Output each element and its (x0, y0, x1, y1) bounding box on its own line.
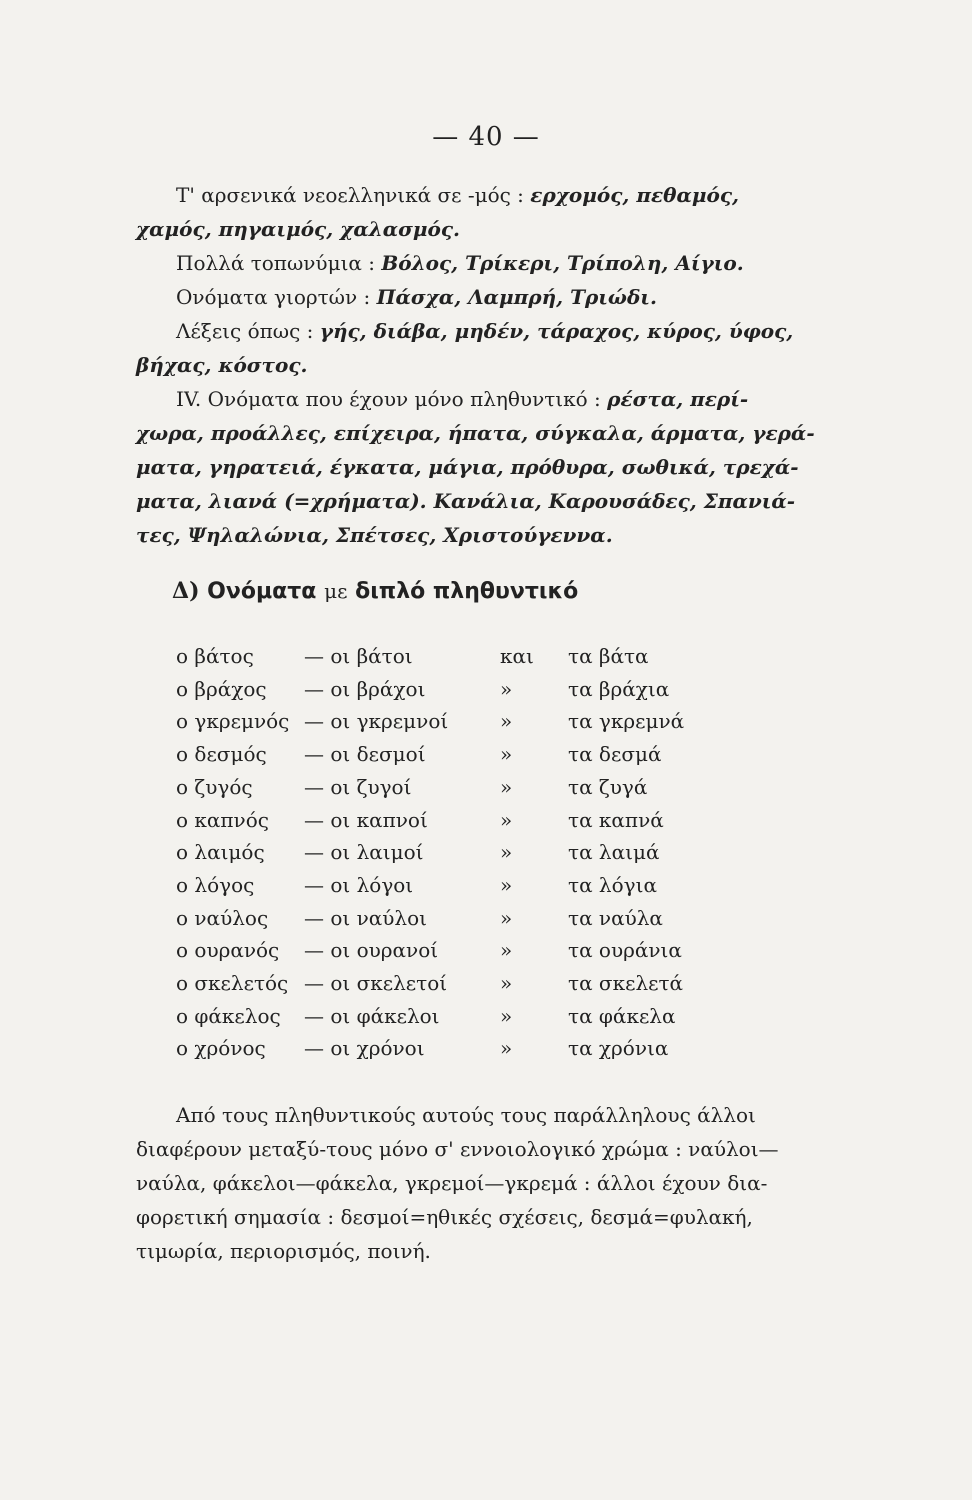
table-row (0, 677, 972, 707)
neuter-plural: τα λόγια (568, 872, 657, 897)
masculine-plural: — οι ουρανοί (304, 938, 439, 963)
neuter-plural: τα δεσμά (568, 742, 662, 767)
text-line: χαμός, πηγαιμός, χαλασμός. (136, 217, 460, 241)
section-letter: Δ) (172, 578, 200, 604)
singular-form: ο καπνός (176, 807, 269, 832)
singular-form: ο ναύλος (176, 905, 269, 930)
text-line: Τ' αρσενικά νεοελληνικά σε -μός : ερχομός, πεθαμός, (176, 183, 739, 207)
text-line: βήχας, κόστος. (136, 353, 308, 377)
masculine-plural: — οι βάτοι (304, 644, 413, 668)
masculine-plural: — οι φάκελοι (304, 1003, 440, 1028)
masculine-plural: — οι βράχοι (304, 676, 426, 701)
text-line: τιμωρία, περιορισμός, ποινή. (136, 1239, 431, 1263)
table-row (0, 808, 972, 838)
conjunction: » (500, 938, 513, 963)
singular-form: ο βράχος (176, 676, 267, 701)
singular-form: ο βάτος (176, 644, 254, 668)
table-row (0, 1036, 972, 1066)
section-title: με (324, 579, 348, 603)
masculine-plural: — οι δεσμοί (304, 742, 426, 767)
conjunction: » (500, 676, 513, 701)
table-row (0, 971, 972, 1001)
table-row (0, 1004, 972, 1034)
singular-form: ο ουρανός (176, 938, 280, 963)
text-line: ναύλα, φάκελοι—φάκελα, γκρεμοί—γκρεμά : άλλοι έχουν δια- (136, 1171, 768, 1195)
text-line: Λέξεις όπως : γής, διάβα, μηδέν, τάραχος, κύρος, ύφος, (176, 319, 794, 343)
table-row (0, 906, 972, 936)
text-line: IV. Ονόματα που έχουν μόνο πληθυντικό : ρέστα, περί- (176, 387, 749, 411)
section-heading (172, 578, 578, 604)
neuter-plural: τα καπνά (568, 807, 664, 832)
singular-form: ο χρόνος (176, 1036, 266, 1061)
conjunction: » (500, 709, 513, 734)
section-title: Ονόματα (207, 579, 317, 604)
masculine-plural: — οι ναύλοι (304, 905, 427, 930)
table-row (0, 644, 972, 674)
text-line: τες, Ψηλαλώνια, Σπέτσες, Χριστούγεννα. (136, 523, 613, 547)
masculine-plural: — οι γκρεμνοί (304, 709, 449, 734)
singular-form: ο δεσμός (176, 742, 267, 767)
neuter-plural: τα φάκελα (568, 1003, 676, 1028)
text-line: Πολλά τοπωνύμια : Βόλος, Τρίκερι, Τρίπολη, Αίγιο. (176, 251, 744, 275)
neuter-plural: τα ζυγά (568, 774, 648, 799)
page-number: — 40 — (432, 122, 540, 152)
neuter-plural: τα σκελετά (568, 971, 684, 995)
conjunction: » (500, 971, 513, 995)
conjunction: και (500, 644, 534, 668)
masculine-plural: — οι σκελετοί (304, 971, 448, 995)
neuter-plural: τα βράχια (568, 676, 670, 701)
text-line: φορετική σημασία : δεσμοί=ηθικές σχέσεις, δεσμά=φυλακή, (136, 1205, 753, 1229)
text-line: Ονόματα γιορτών : Πάσχα, Λαμπρή, Τριώδι. (176, 285, 657, 309)
masculine-plural: — οι καπνοί (304, 807, 428, 832)
neuter-plural: τα βάτα (568, 644, 649, 668)
neuter-plural: τα γκρεμνά (568, 709, 685, 734)
table-row (0, 742, 972, 772)
singular-form: ο σκελετός (176, 971, 289, 995)
conjunction: » (500, 774, 513, 799)
neuter-plural: τα ουράνια (568, 938, 682, 963)
text-line: ματα, γηρατειά, έγκατα, μάγια, πρόθυρα, σωθικά, τρεχά- (136, 455, 799, 479)
singular-form: ο ζυγός (176, 774, 253, 799)
neuter-plural: τα χρόνια (568, 1036, 669, 1061)
section-title: διπλό πληθυντικό (355, 579, 579, 604)
singular-form: ο λαιμός (176, 840, 265, 865)
conjunction: » (500, 742, 513, 767)
conjunction: » (500, 905, 513, 930)
table-row (0, 873, 972, 903)
conjunction: » (500, 840, 513, 865)
masculine-plural: — οι χρόνοι (304, 1036, 425, 1061)
text-line: διαφέρουν μεταξύ-τους μόνο σ' εννοιολογικό χρώμα : ναύλοι— (136, 1137, 779, 1161)
masculine-plural: — οι λαιμοί (304, 840, 424, 865)
conjunction: » (500, 1003, 513, 1028)
conjunction: » (500, 807, 513, 832)
neuter-plural: τα ναύλα (568, 905, 663, 930)
text-line: Από τους πληθυντικούς αυτούς τους παράλληλους άλλοι (176, 1103, 756, 1127)
singular-form: ο γκρεμνός (176, 709, 290, 734)
table-row (0, 938, 972, 968)
table-row (0, 840, 972, 870)
neuter-plural: τα λαιμά (568, 840, 660, 865)
table-row (0, 775, 972, 805)
text-line: χωρα, προάλλες, επίχειρα, ήπατα, σύγκαλα, άρματα, γερά- (136, 421, 815, 445)
text-line: ματα, λιανά (=χρήματα). Κανάλια, Καρουσάδες, Σπανιά- (136, 489, 796, 513)
conjunction: » (500, 872, 513, 897)
conjunction: » (500, 1036, 513, 1061)
masculine-plural: — οι λόγοι (304, 872, 414, 897)
singular-form: ο φάκελος (176, 1003, 281, 1028)
masculine-plural: — οι ζυγοί (304, 774, 412, 799)
table-row (0, 709, 972, 739)
singular-form: ο λόγος (176, 872, 255, 897)
